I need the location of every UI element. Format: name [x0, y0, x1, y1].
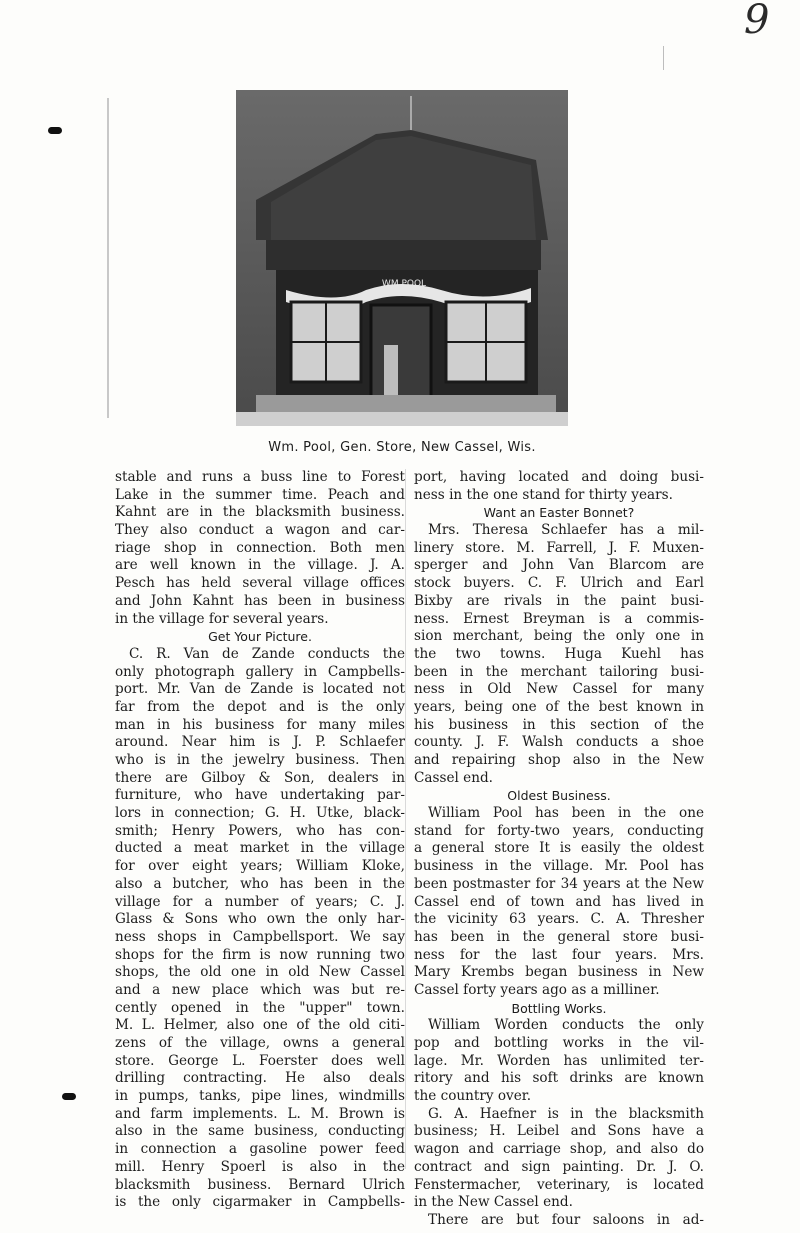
text-line: for over eight years; William Kloke,: [115, 858, 405, 875]
text-line: been in the merchant tailoring busi-: [414, 663, 704, 680]
text-line: ness. Ernest Breyman is a commis-: [414, 610, 704, 627]
text-line: Cassel end of town and has lived in: [414, 893, 704, 910]
text-line: M. L. Helmer, also one of the old citi-: [115, 1017, 405, 1034]
text-line: in connection a gasoline power feed: [115, 1141, 405, 1158]
section-heading: Get Your Picture.: [208, 629, 312, 645]
article-column-right: [414, 469, 704, 1230]
text-line: Kahnt are in the blacksmith business.: [115, 504, 405, 521]
text-line: contract and sign painting. Dr. J. O.: [414, 1158, 704, 1175]
text-line: C. R. Van de Zande conducts the: [129, 645, 405, 662]
punch-mark: [62, 1093, 76, 1100]
text-line: ness for the last four years. Mrs.: [414, 946, 704, 963]
text-line: and repairing shop also in the New: [414, 752, 704, 768]
text-line: shops for the firm is now running two: [115, 946, 405, 963]
text-line: business; H. Leibel and Sons have a: [414, 1123, 704, 1140]
text-line: drilling contracting. He also deals: [115, 1070, 405, 1087]
text-line: and John Kahnt has been in business: [115, 592, 405, 609]
text-line: mill. Henry Spoerl is also in the: [115, 1158, 405, 1175]
text-line: Glass & Sons who own the only har-: [115, 911, 405, 928]
photo-caption: Wm. Pool, Gen. Store, New Cassel, Wis.: [268, 440, 536, 455]
punch-mark: [48, 127, 62, 134]
text-line: smith; Henry Powers, who has con-: [115, 822, 405, 839]
text-line: There are but four saloons in ad-: [428, 1211, 704, 1228]
text-line: has been in the general store busi-: [414, 928, 704, 945]
text-line: and a new place which was but re-: [115, 981, 405, 998]
text-line: business in the village. Mr. Pool has: [414, 858, 704, 875]
text-line: in the village for several years.: [115, 610, 329, 627]
text-line: William Pool has been in the one: [428, 805, 704, 822]
text-line: zens of the village, owns a general: [115, 1035, 405, 1051]
text-line: only photograph gallery in Campbells-: [115, 663, 405, 680]
text-line: Lake in the summer time. Peach and: [115, 486, 405, 503]
text-line: also a butcher, who has been in the: [115, 875, 405, 892]
text-line: also in the same business, conducting: [115, 1123, 405, 1140]
section-heading: Want an Easter Bonnet?: [483, 505, 635, 521]
text-line: are well known in the village. J. A.: [115, 557, 405, 574]
text-line: who is in the jewelry business. Then: [115, 752, 405, 768]
scan-edge-line: [107, 98, 109, 418]
text-line: a general store It is easily the oldest: [414, 840, 704, 857]
text-line: Cassel end.: [414, 769, 493, 786]
text-line: port, having located and doing busi-: [414, 469, 704, 485]
section-heading: Oldest Business.: [507, 788, 611, 804]
text-line: lors in connection; G. H. Utke, black-: [115, 805, 405, 822]
text-line: ness in Old New Cassel for many: [414, 681, 704, 698]
text-line: sperger and John Van Blarcom are: [414, 557, 704, 574]
text-line: wagon and carriage shop, and also do: [414, 1141, 704, 1158]
text-line: furniture, who have undertaking par-: [115, 787, 405, 804]
text-line: and farm implements. L. M. Brown is: [115, 1105, 405, 1122]
text-line: William Worden conducts the only: [428, 1017, 704, 1034]
page-number: 9: [744, 0, 770, 43]
text-line: G. A. Haefner is in the blacksmith: [428, 1105, 704, 1122]
text-line: county. J. F. Walsh conducts a shoe: [414, 734, 704, 751]
text-line: sion merchant, being the only one in: [414, 628, 704, 645]
text-line: Pesch has held several village offices: [115, 575, 405, 592]
column-divider: [405, 469, 406, 1169]
store-photograph-drawing: [236, 90, 568, 426]
margin-tick: [663, 46, 664, 70]
text-line: blacksmith business. Bernard Ulrich: [115, 1176, 405, 1193]
text-line: his business in this section of the: [414, 716, 704, 733]
store-photograph: [236, 90, 568, 426]
text-line: ducted a meat market in the village: [115, 840, 405, 857]
text-line: there are Gilboy & Son, dealers in: [115, 769, 405, 786]
text-line: port. Mr. Van de Zande is located not: [115, 681, 405, 698]
text-line: years, being one of the best known in: [414, 698, 704, 715]
section-heading: Bottling Works.: [511, 1000, 607, 1016]
text-line: Mrs. Theresa Schlaefer has a mil-: [428, 522, 704, 539]
store-sign-text: WM POOL: [381, 279, 427, 289]
text-line: far from the depot and is the only: [115, 698, 405, 715]
text-line: They also conduct a wagon and car-: [115, 522, 405, 539]
text-line: Fenstermacher, veterinary, is located: [414, 1176, 704, 1193]
text-line: Bixby are rivals in the paint busi-: [414, 592, 704, 609]
text-line: shops, the old one in old New Cassel: [115, 964, 405, 981]
text-line: been postmaster for 34 years at the New: [414, 875, 704, 892]
text-line: ness shops in Campbellsport. We say: [115, 928, 405, 945]
text-line: is the only cigarmaker in Campbells-: [115, 1194, 405, 1211]
article-column-left: [115, 469, 405, 1212]
text-line: riage shop in connection. Both men: [115, 539, 405, 556]
text-line: pop and bottling works in the vil-: [414, 1035, 704, 1051]
text-line: Cassel forty years ago as a milliner.: [414, 981, 660, 998]
text-line: the country over.: [414, 1088, 532, 1105]
text-line: lage. Mr. Worden has unlimited ter-: [414, 1052, 704, 1069]
text-line: Mary Krembs began business in New: [414, 964, 704, 981]
text-line: stock buyers. C. F. Ulrich and Earl: [414, 575, 704, 592]
text-line: the vicinity 63 years. C. A. Thresher: [414, 911, 704, 928]
text-line: ness in the one stand for thirty years.: [414, 486, 673, 503]
text-line: stable and runs a buss line to Forest: [115, 469, 405, 485]
text-line: linery store. M. Farrell, J. F. Muxen-: [414, 539, 704, 556]
text-line: in the New Cassel end.: [414, 1194, 573, 1211]
text-line: village for a number of years; C. J.: [115, 893, 405, 910]
text-line: ritory and his soft drinks are known: [414, 1070, 704, 1087]
text-line: cently opened in the "upper" town.: [115, 999, 405, 1016]
text-line: store. George L. Foerster does well: [115, 1052, 405, 1069]
text-line: man in his business for many miles: [115, 716, 405, 733]
text-line: the two towns. Huga Kuehl has: [414, 645, 704, 662]
text-line: stand for forty-two years, conducting: [414, 822, 704, 839]
text-line: in pumps, tanks, pipe lines, windmills: [115, 1088, 405, 1105]
text-line: around. Near him is J. P. Schlaefer: [115, 734, 405, 751]
